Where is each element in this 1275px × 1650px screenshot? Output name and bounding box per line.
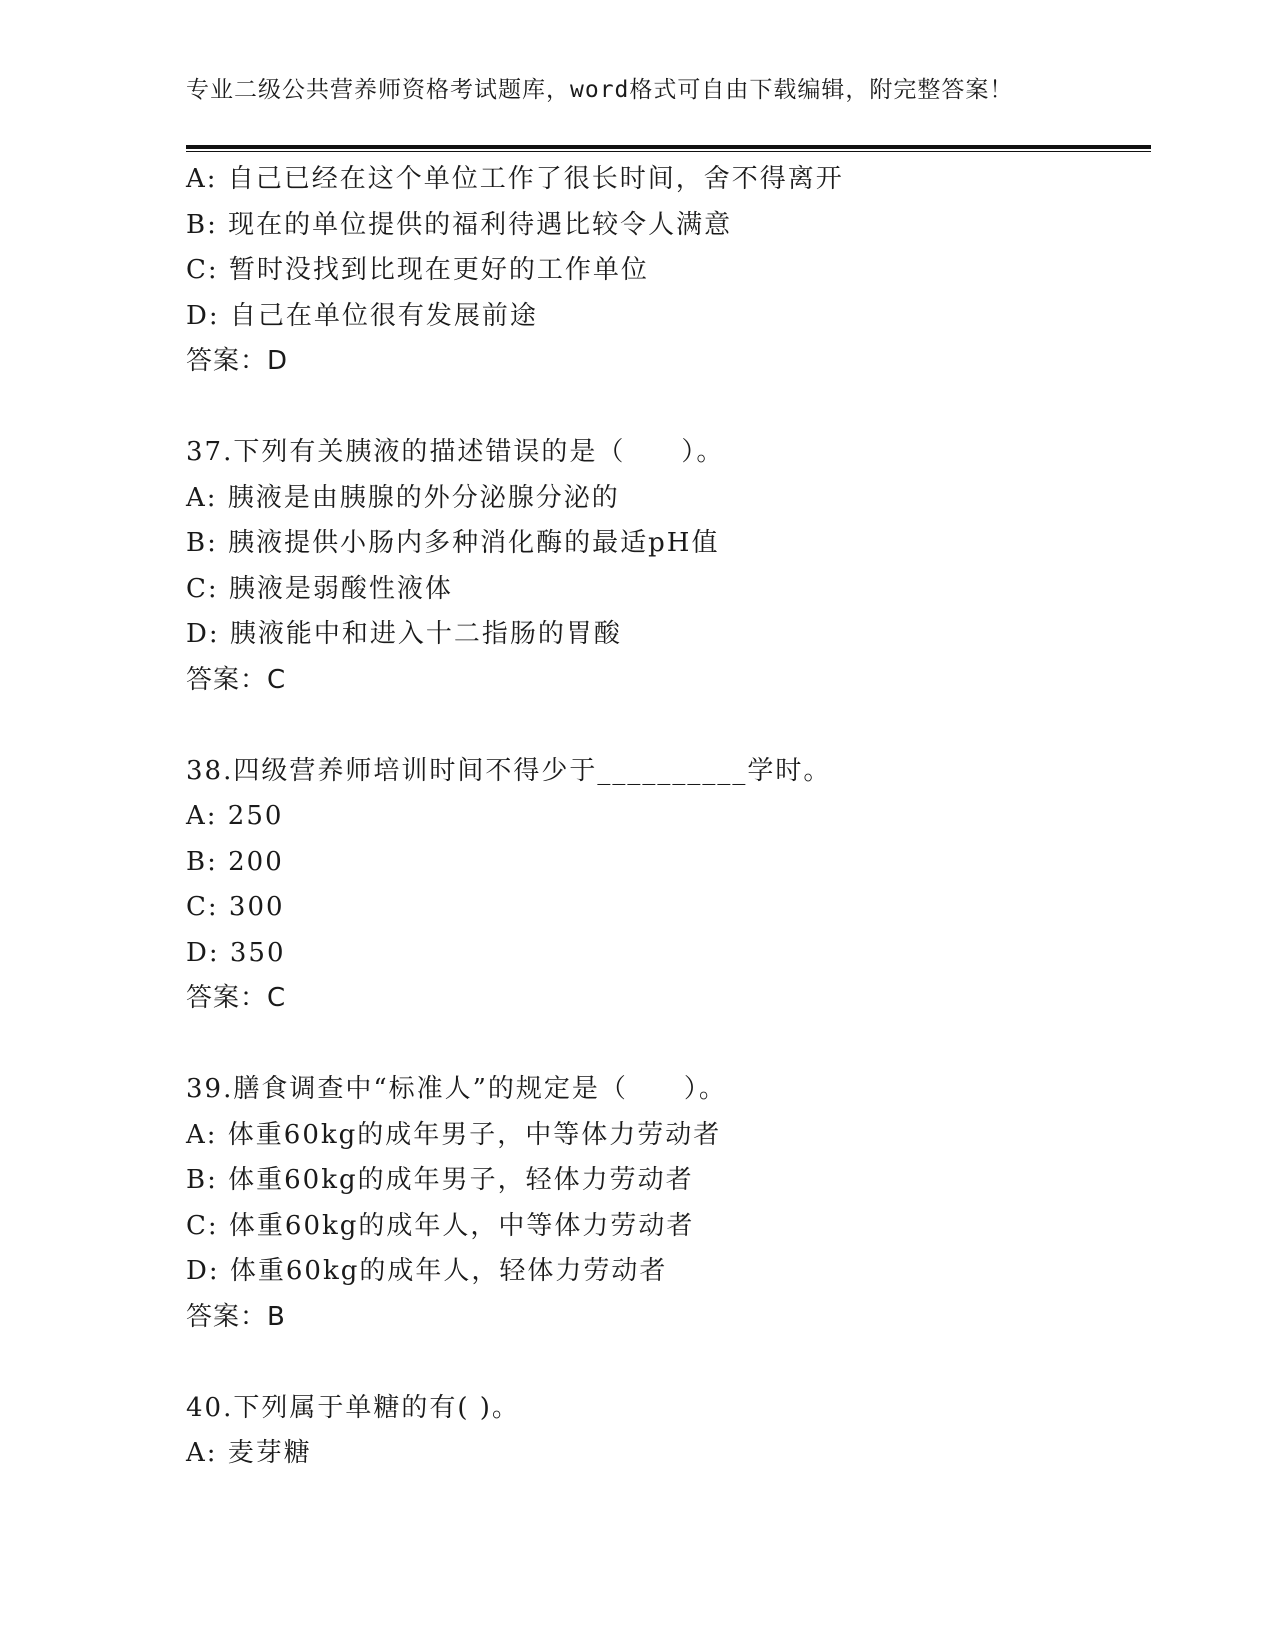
spacer — [186, 1340, 1146, 1386]
question-block — [186, 1067, 1146, 1340]
option-b: B: 胰液提供小肠内多种消化酶的最适pH值 — [186, 528, 720, 558]
option-c: C: 300 — [186, 892, 285, 922]
option-a: A: 胰液是由胰腺的外分泌腺分泌的 — [186, 482, 620, 513]
question-text: 38.四级营养师培训时间不得少于__________学时。 — [186, 755, 832, 786]
option-a: A: 体重60kg的成年男子，中等体力劳动者 — [186, 1119, 722, 1150]
answer-text: 答案：D — [186, 346, 289, 376]
option-c: C: 体重60kg的成年人，中等体力劳动者 — [186, 1210, 695, 1241]
question-block — [186, 1386, 1146, 1477]
option-d: D: 350 — [186, 937, 286, 968]
option-d: D: 自己在单位很有发展前途 — [186, 300, 538, 331]
answer-text: 答案：B — [186, 1301, 286, 1332]
question-list — [186, 157, 1146, 1477]
question-text: 40.下列属于单糖的有( )。 — [186, 1392, 520, 1423]
header-divider-thick — [186, 145, 1151, 149]
option-d: D: 胰液能中和进入十二指肠的胃酸 — [186, 619, 622, 649]
option-b: B: 现在的单位提供的福利待遇比较令人满意 — [186, 209, 733, 240]
question-block — [186, 157, 1146, 385]
option-a: A: 自己已经在这个单位工作了很长时间，舍不得离开 — [186, 164, 844, 194]
header-divider-thin — [186, 151, 1151, 152]
question-text: 37.下列有关胰液的描述错误的是（ ）。 — [186, 437, 725, 467]
option-d: D: 体重60kg的成年人，轻体力劳动者 — [186, 1256, 668, 1286]
question-block — [186, 430, 1146, 703]
option-a: A: 麦芽糖 — [186, 1438, 312, 1468]
answer-text: 答案：C — [186, 664, 287, 695]
option-b: B: 200 — [186, 846, 284, 877]
option-b: B: 体重60kg的成年男子，轻体力劳动者 — [186, 1165, 694, 1195]
spacer — [186, 703, 1146, 749]
spacer — [186, 1022, 1146, 1068]
page-header: 专业二级公共营养师资格考试题库，word格式可自由下载编辑，附完整答案！ — [186, 77, 1014, 103]
option-c: C: 胰液是弱酸性液体 — [186, 573, 453, 604]
option-c: C: 暂时没找到比现在更好的工作单位 — [186, 255, 649, 285]
answer-text: 答案：C — [186, 983, 287, 1013]
question-text: 39.膳食调查中“标准人”的规定是（ ）。 — [186, 1074, 727, 1104]
spacer — [186, 385, 1146, 431]
option-a: A: 250 — [186, 801, 284, 831]
question-block — [186, 749, 1146, 1022]
